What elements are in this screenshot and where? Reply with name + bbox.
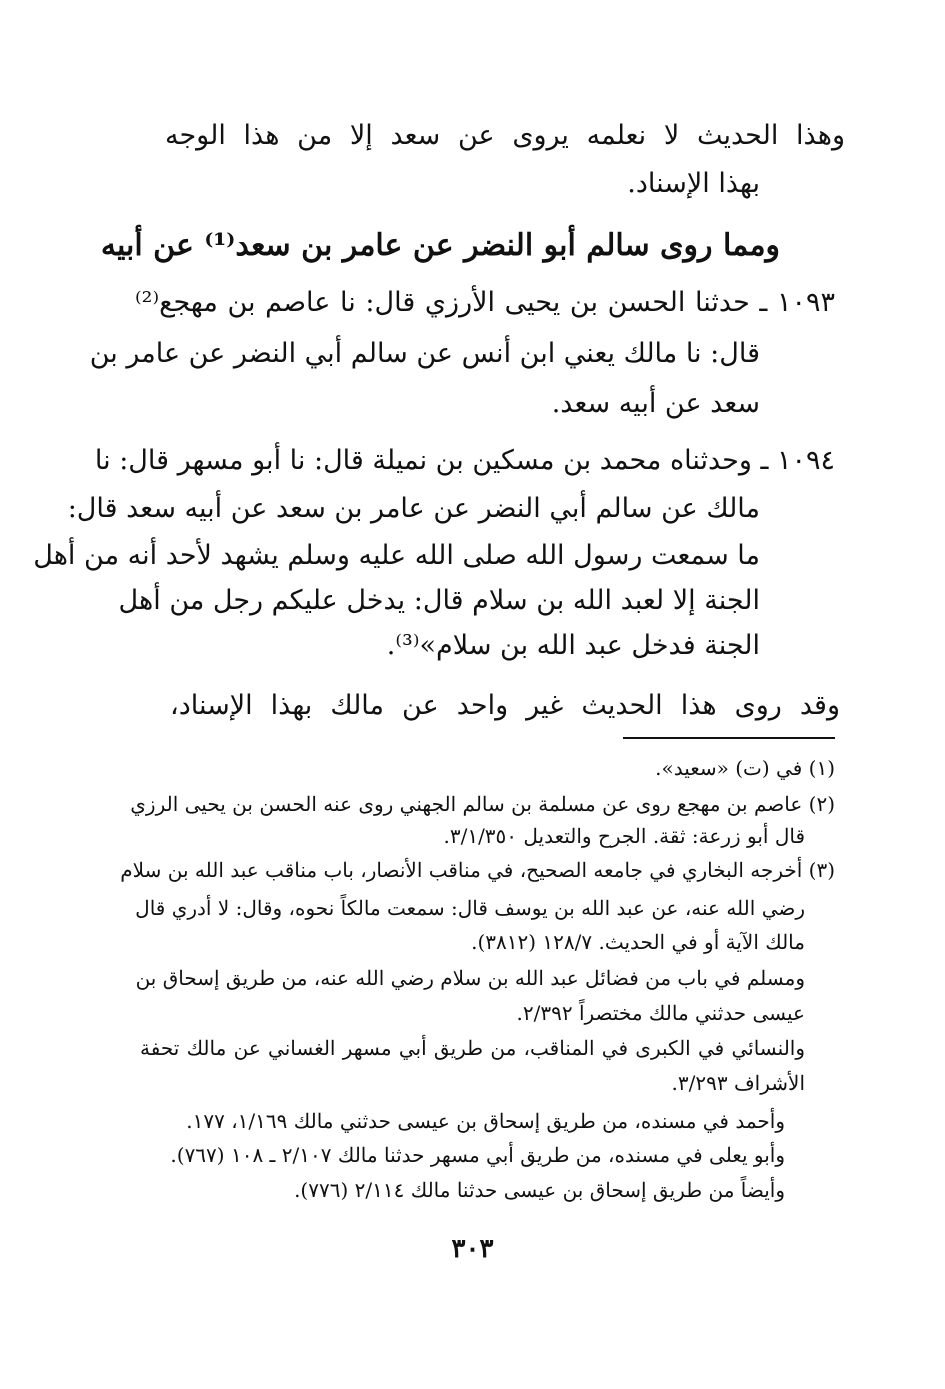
- footnote-1: (١) في (ت) «سعيد».: [655, 756, 835, 780]
- footnote-separator: [623, 737, 835, 739]
- intro-line-1: وهذا الحديث لا نعلمه يروى عن سعد إلا من هذا الوجه: [165, 120, 845, 151]
- hadith-1094-line-3: ما سمعت رسول الله صلى الله عليه وسلم يشهد لأحد أنه من أهل: [33, 540, 760, 571]
- hadith-1094-line-5: الجنة فدخل عبد الله بن سلام»⁽³⁾.: [386, 630, 760, 661]
- footnote-2-line-2: قال أبو زرعة: ثقة. الجرح والتعديل ٣/١/٣٥٠.: [443, 824, 805, 848]
- footnote-3-line-3: مالك الآية أو في الحديث. ١٢٨/٧ (٣٨١٢).: [471, 930, 805, 954]
- footnote-3-line-5: عيسى حدثني مالك مختصراً ٢/٣٩٢.: [516, 1001, 805, 1025]
- page-number: ٣٠٣: [451, 1234, 494, 1264]
- hadith-1093-line-2: قال: نا مالك يعني ابن أنس عن سالم أبي النضر عن عامر بن: [89, 338, 760, 369]
- footnote-3-line-6: والنسائي في الكبرى في المناقب، من طريق أبي مسهر الغساني عن مالك تحفة: [140, 1036, 805, 1060]
- hadith-1093-line-1: ١٠٩٣ ـ حدثنا الحسن بن يحيى الأرزي قال: نا عاصم بن مهجع⁽²⁾: [135, 287, 835, 318]
- closing-line: وقد روى هذا الحديث غير واحد عن مالك بهذا الإسناد،: [170, 690, 840, 721]
- footnote-3-line-9: وأبو يعلى في مسنده، من طريق أبي مسهر حدثنا مالك ٢/١٠٧ ـ ١٠٨ (٧٦٧).: [170, 1143, 785, 1167]
- footnote-3-line-10: وأيضاً من طريق إسحاق بن عيسى حدثنا مالك ٢/١١٤ (٧٧٦).: [294, 1178, 785, 1202]
- section-heading: ومما روى سالم أبو النضر عن عامر بن سعد⁽¹⁾ عن أبيه: [100, 228, 780, 263]
- footnote-2-line-1: (٢) عاصم بن مهجع روى عن مسلمة بن سالم الجهني روى عنه الحسن بن يحيى الرزي: [130, 792, 835, 816]
- hadith-1094-line-2: مالك عن سالم أبي النضر عن عامر بن سعد عن أبيه سعد قال:: [67, 493, 760, 524]
- hadith-1093-line-3: سعد عن أبيه سعد.: [551, 388, 760, 419]
- footnote-3-line-1: (٣) أخرجه البخاري في جامعه الصحيح، في مناقب الأنصار، باب مناقب عبد الله بن سلام: [120, 858, 835, 882]
- footnote-3-line-4: ومسلم في باب من فضائل عبد الله بن سلام رضي الله عنه، من طريق إسحاق بن: [135, 966, 805, 990]
- footnote-3-line-8: وأحمد في مسنده، من طريق إسحاق بن عيسى حدثني مالك ١/١٦٩، ١٧٧.: [186, 1109, 785, 1133]
- hadith-1094-line-1: ١٠٩٤ ـ وحدثناه محمد بن مسكين بن نميلة قال: نا أبو مسهر قال: نا: [94, 445, 835, 476]
- footnote-3-line-2: رضي الله عنه، عن عبد الله بن يوسف قال: سمعت مالكاً نحوه، وقال: لا أدري قال: [135, 896, 805, 920]
- intro-line-2: بهذا الإسناد.: [627, 168, 760, 199]
- hadith-1094-line-4: الجنة إلا لعبد الله بن سلام قال: يدخل عليكم رجل من أهل: [118, 585, 760, 616]
- footnote-3-line-7: الأشراف ٣/٢٩٣.: [671, 1071, 805, 1095]
